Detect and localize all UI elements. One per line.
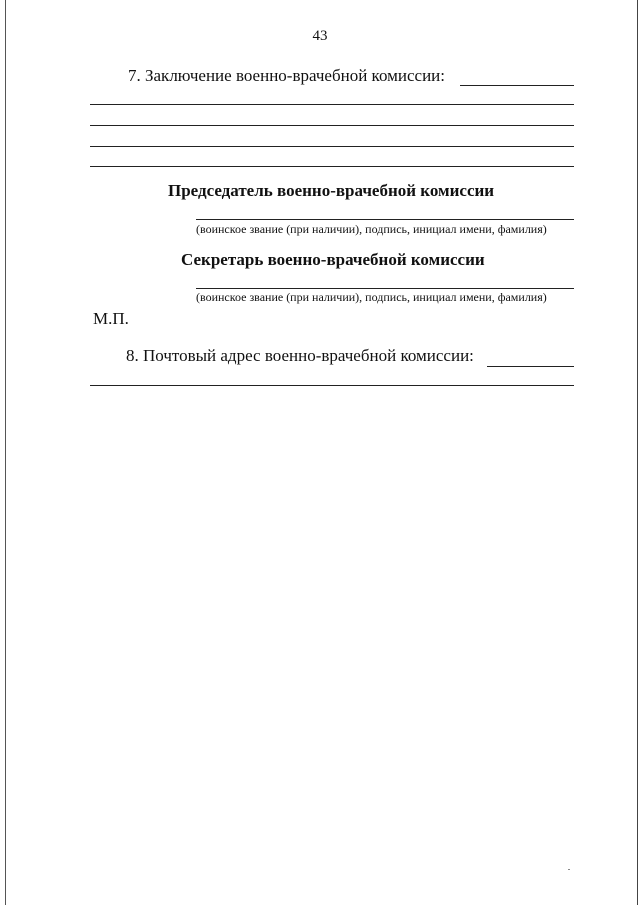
secretary-title: Секретарь военно-врачебной комиссии: [181, 250, 485, 269]
section-7-blank-line-4: [90, 166, 574, 167]
stamp-place: М.П.: [93, 309, 129, 328]
page-edge-left: [5, 0, 6, 905]
chairman-title: Председатель военно-врачебной комиссии: [168, 181, 495, 200]
section-7-inline-blank: [460, 85, 574, 86]
section-8-blank-line: [90, 385, 574, 386]
section-7-blank-line-1: [90, 104, 574, 105]
section-8-label: 8. Почтовый адрес военно-врачебной комиссии:: [126, 346, 474, 365]
section-8-inline-blank: [487, 366, 574, 367]
chairman-signature-line: [196, 219, 574, 220]
page-number: 43: [312, 28, 328, 44]
section-7-blank-line-3: [90, 146, 574, 147]
section-7-label: 7. Заключение военно-врачебной комиссии:: [128, 66, 445, 85]
secretary-caption: (воинское звание (при наличии), подпись, инициал имени, фамилия): [196, 290, 547, 304]
scan-speck: [568, 869, 570, 870]
page-edge-right: [637, 0, 638, 905]
section-7-blank-line-2: [90, 125, 574, 126]
secretary-signature-line: [196, 288, 574, 289]
chairman-caption: (воинское звание (при наличии), подпись, инициал имени, фамилия): [196, 222, 547, 236]
